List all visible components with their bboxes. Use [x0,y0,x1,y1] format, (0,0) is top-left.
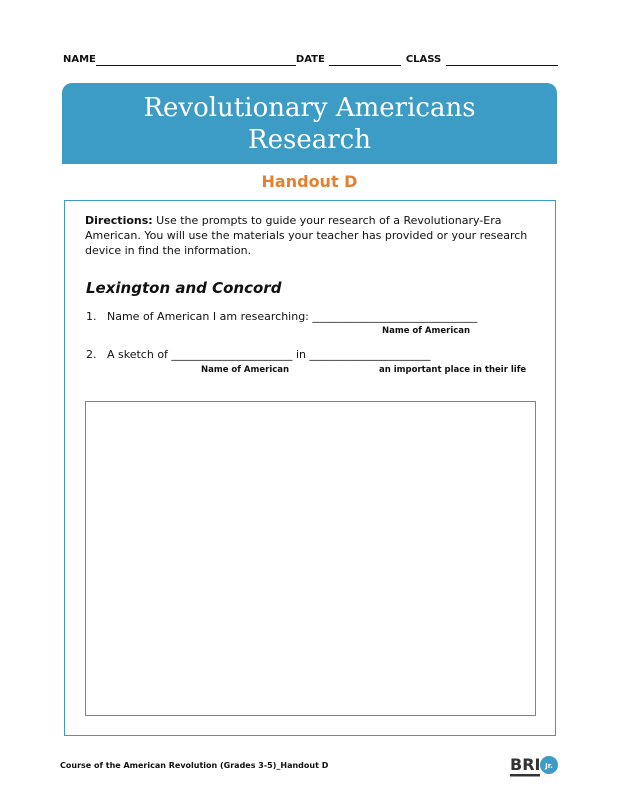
question-2-caption-a: Name of American [201,365,290,375]
student-info-row [63,54,560,66]
date-field-line[interactable] [329,54,401,66]
handout-subtitle: Handout D [261,172,358,191]
logo-underline [510,774,540,777]
question-2 [86,348,430,361]
name-label: NAME [63,54,96,65]
question-2-text-a[interactable]: A sketch of ______________________ [107,348,293,361]
question-2-caption-b: an important place in their life [379,365,527,375]
title-banner [62,83,557,164]
question-2-text-b[interactable]: in ______________________ [295,348,431,361]
class-field-line[interactable] [446,54,558,66]
question-2-number: 2. [86,348,97,361]
section-title: Lexington and Concord [86,279,282,297]
logo-badge-text: Jr. [545,762,553,770]
class-label: CLASS [405,54,442,65]
question-1 [86,310,477,323]
directions-label: Directions: [85,214,153,227]
title-line-1: Revolutionary Americans [143,92,476,123]
question-1-caption: Name of American [382,326,471,336]
footer-text: Course of the American Revolution (Grades 3-5)_Handout D [60,761,329,770]
directions-text [85,213,535,258]
question-1-text[interactable]: Name of American I am researching: ______________________________ [107,310,478,323]
directions-body: Use the prompts to guide your research of a Revolutionary-Era American. You will use the materials your teacher has provided or your research device in find the information. [85,214,528,257]
bri-jr-logo [510,753,560,779]
name-field-line[interactable] [96,54,296,66]
question-1-number: 1. [86,310,97,323]
date-label: DATE [295,54,325,65]
logo-text: BRI [510,755,541,774]
title-line-2: Research [248,124,371,155]
sketch-box[interactable] [85,401,536,716]
